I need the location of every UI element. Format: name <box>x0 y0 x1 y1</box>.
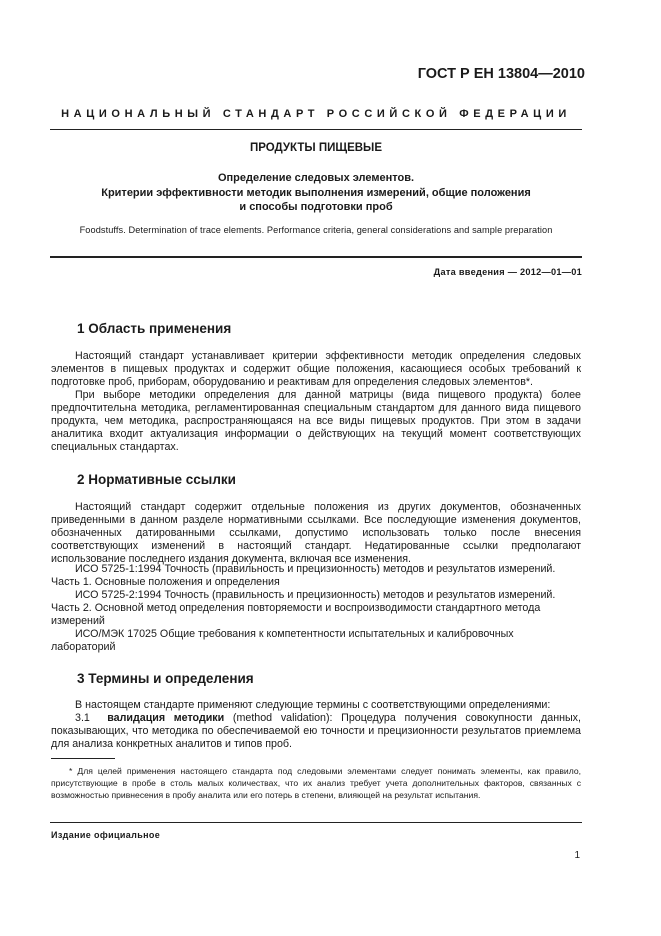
national-standard-banner: НАЦИОНАЛЬНЫЙ СТАНДАРТ РОССИЙСКОЙ ФЕДЕРАЦИИ <box>61 108 571 120</box>
section-2-paragraph-1: Настоящий стандарт содержит отдельные положения из других документов, обозначенных приведенными в данном разделе нормативными ссылками. Все последующие изменения документов, обозначенных датированными ссылками, допустимо использовать только после внесения соответствующих изменений в настоящий стандарт. Недатированные ссылки предполагают использование последнего издания документа, включая все изменения. <box>51 501 581 565</box>
document-title: ПРОДУКТЫ ПИЩЕВЫЕ <box>249 142 382 154</box>
footnote-divider <box>51 758 115 759</box>
footer-divider <box>50 822 582 823</box>
footnote-trace-elements: * Для целей применения настоящего стандарта под следовыми элементами следует понимать элементы, как правило, присутствующие в пробе в столь малых количествах, что их анализ требует учета дополнительных факторов, связанных с возможностью привнесения в пробу аналита или его потерь в степени, влияющей на результат испытания. <box>51 766 581 800</box>
english-title: Foodstuffs. Determination of trace elements. Performance criteria, general considerations and sample preparation <box>79 225 553 235</box>
subtitle-line-1: Определение следовых элементов. <box>217 172 415 184</box>
reference-iso-iec-17025: ИСО/МЭК 17025 Общие требования к компетентности испытательных и калибровочных лабораторий <box>51 628 514 653</box>
title-divider <box>50 256 582 258</box>
page-number: 1 <box>574 850 580 861</box>
header-divider <box>50 129 582 130</box>
section-2-heading: 2 Нормативные ссылки <box>77 472 236 487</box>
subtitle-line-2: Критерии эффективности методик выполнения измерений, общие положения <box>101 186 531 199</box>
term-number: 3.1 <box>75 712 90 724</box>
term-name: валидация методики <box>107 712 225 724</box>
official-edition-label: Издание официальное <box>51 830 161 840</box>
section-1-paragraph-2: При выборе методики определения для данной матрицы (вида пищевого продукта) более предпочтительна методика, регламентированная специальным стандартом для данного вида пищевого продукта, чем методика, распространяющаяся на все виды пищевых продуктов. При этом в задачи аналитика входит актуализация информации о действующих на текущий момент соответствующих специальных стандартах. <box>51 389 581 453</box>
reference-iso-5725-1: ИСО 5725-1:1994 Точность (правильность и прецизионность) методов и результатов измерений. Часть 1. Основные положения и определения <box>51 563 556 588</box>
term-3-1-definition <box>51 712 581 751</box>
section-1-heading: 1 Область применения <box>77 321 232 336</box>
section-3-intro: В настоящем стандарте применяют следующие термины с соответствующими определениями: <box>75 699 551 711</box>
section-1-paragraph-1: Настоящий стандарт устанавливает критерии эффективности методик определения следовых элементов в пищевых продуктах и содержит общие положения, касающиеся особых требований к подготовке проб, приборам, оборудованию и реактивам для определения следовых элементов*. <box>51 350 581 388</box>
document-subtitle <box>50 171 582 215</box>
term-description: (method validation): Процедура получения совокупности данных, показывающих, что методика по обеспечиваемой ею точности и прецизионности результатов приемлема для анализа конкретных аналитов и типов проб. <box>51 712 581 750</box>
subtitle-line-3: и способы подготовки проб <box>239 201 393 213</box>
reference-iso-5725-2: ИСО 5725-2:1994 Точность (правильность и прецизионность) методов и результатов измерений. Часть 2. Основной метод определения повторяемости и воспроизводимости стандартного метода измерений <box>51 589 556 627</box>
introduction-date: Дата введения — 2012—01—01 <box>433 267 582 277</box>
section-3-heading: 3 Термины и определения <box>77 671 254 686</box>
document-code: ГОСТ Р ЕН 13804—2010 <box>417 66 585 82</box>
